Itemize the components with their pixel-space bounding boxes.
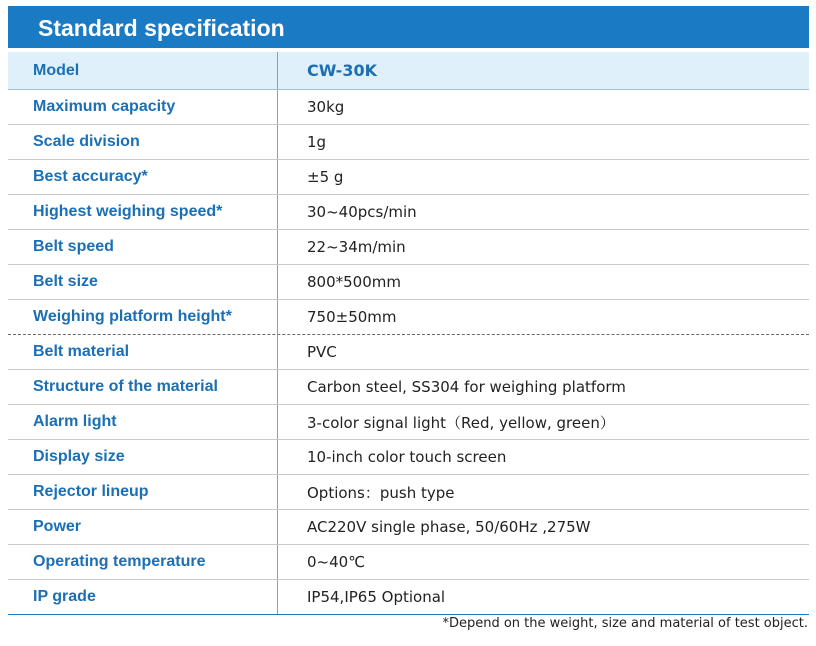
spec-label: Alarm light [33,413,117,430]
spec-label: Belt material [33,343,130,360]
spec-value: 800*500mm [277,265,809,299]
table-row [8,580,809,614]
table-row [8,90,809,125]
table-row [8,510,809,545]
spec-value: 30kg [277,90,809,124]
spec-value: PVC [277,335,809,369]
spec-value: CW-30K [277,52,809,89]
spec-label: IP grade [33,588,96,605]
spec-value: 3-color signal light（Red, yellow, green） [277,405,809,439]
page-title: Standard specification [8,6,809,48]
table-row [8,335,809,370]
spec-label: Belt size [33,273,98,290]
spec-value: ±5 g [277,160,809,194]
spec-value: 22~34m/min [277,230,809,264]
spec-table [8,52,809,615]
spec-label: Operating temperature [33,553,206,570]
spec-label: Rejector lineup [33,483,149,500]
spec-label: Best accuracy* [33,168,148,185]
table-row [8,405,809,440]
table-row [8,195,809,230]
spec-value: AC220V single phase, 50/60Hz ,275W [277,510,809,544]
spec-value: 1g [277,125,809,159]
spec-label: Model [33,61,80,79]
spec-label: Belt speed [33,238,114,255]
table-row [8,52,809,90]
spec-value: Carbon steel, SS304 for weighing platform [277,370,809,404]
table-row [8,265,809,300]
spec-value: 30~40pcs/min [277,195,809,229]
spec-label: Scale division [33,133,140,150]
spec-label: Display size [33,448,125,465]
spec-label: Maximum capacity [33,98,176,115]
table-row [8,300,809,335]
spec-value: 750±50mm [277,300,809,334]
spec-value: Options：push type [277,475,809,509]
table-row [8,440,809,475]
table-row [8,160,809,195]
spec-value: IP54,IP65 Optional [277,580,809,614]
spec-label: Power [33,518,82,535]
table-row [8,230,809,265]
spec-label: Weighing platform height* [33,308,232,325]
spec-label: Highest weighing speed* [33,203,223,220]
spec-value: 0~40℃ [277,545,809,579]
table-row [8,475,809,510]
table-row [8,545,809,580]
table-row [8,125,809,160]
footnote: *Depend on the weight, size and material of test object. [442,616,808,631]
spec-label: Structure of the material [33,378,218,395]
table-row [8,370,809,405]
spec-value: 10-inch color touch screen [277,440,809,474]
